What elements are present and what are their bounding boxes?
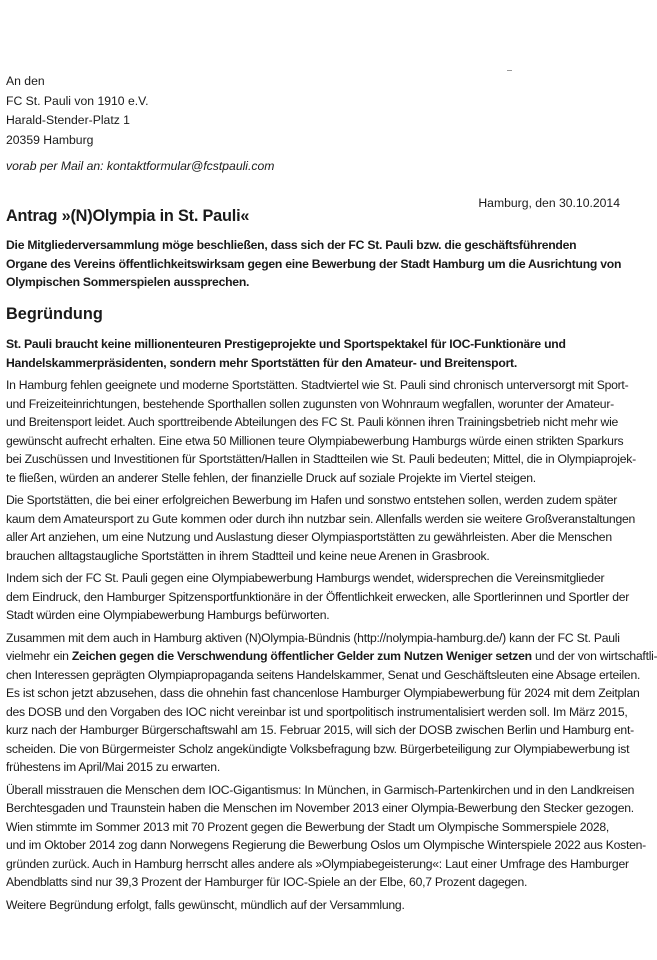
text-line: Wien stimmte im Sommer 2013 mit 70 Prozent gegen die Bewerbung der Stadt um Olympische Sommerspiele 2028, bbox=[6, 819, 610, 834]
text-line: Die Sportstätten, die bei einer erfolgreichen Bewerbung im Hafen und sonstwo entstehen sollen, werden zudem später bbox=[6, 493, 618, 507]
text-line: und Freizeiteinrichtungen, bestehende Sporthallen sollen zugunsten von Wohnraum wegfallen, worunter der Amateur- bbox=[6, 396, 614, 411]
text-line: chen Interessen geprägten Olympiapropaganda seitens Handelskammer, Senat und Geschäftsleuten eine Absage erteilen. bbox=[6, 667, 641, 682]
text-line: Olympischen Sommerspielen aussprechen. bbox=[6, 275, 250, 289]
address-line: Harald-Stender-Platz 1 bbox=[6, 113, 130, 128]
text-line bbox=[6, 647, 657, 666]
text-line: Indem sich der FC St. Pauli gegen eine Olympiabewerbung Hamburgs wendet, widersprechen die Vereinsmitglieder bbox=[6, 571, 605, 585]
text-line: Die Mitgliederversammlung möge beschließen, dass sich der FC St. Pauli bzw. die geschäftsführenden bbox=[6, 238, 577, 252]
text-line: bei Zuschüssen und Investitionen für Sportstätten/Hallen in Stadtteilen wie St. Pauli bedeuten; Mittel, die in Olympiaprojek- bbox=[6, 452, 636, 466]
address-line: FC St. Pauli von 1910 e.V. bbox=[6, 93, 149, 108]
recipient-address bbox=[6, 72, 149, 150]
justification-body bbox=[6, 335, 657, 914]
date-line: Hamburg, den 30.10.2014 bbox=[478, 196, 620, 210]
text-line: Organe des Vereins öffentlichkeitswirksam gegen eine Bewerbung der Stadt Hamburg um die Ausrichtung von bbox=[6, 256, 622, 271]
text-line: gewünscht aufrecht erhalten. Eine etwa 50 Millionen teure Olympiabewerbung Hamburgs würde einen strikten Sparkurs bbox=[6, 433, 624, 448]
text-line: Zusammen mit dem auch in Hamburg aktiven (N)Olympia-Bündnis (http://nolympia-hamburg.de/) kann der FC St. Pauli bbox=[6, 630, 620, 645]
text-line: te fließen, würden an anderer Stelle fehlen, der finanzielle Druck auf soziale Projekte im Viertel steigen. bbox=[6, 470, 536, 485]
text-line: Handelskammerpräsidenten, sondern mehr Sportstätten für den Amateur- und Breitensport. bbox=[6, 355, 518, 370]
text-line: Überall misstrauen die Menschen dem IOC-Gigantismus: In München, in Garmisch-Partenkirchen und in den Landkreisen bbox=[6, 782, 635, 797]
paragraph bbox=[6, 491, 636, 565]
scan-mark bbox=[507, 70, 512, 71]
text-line: und im Oktober 2014 zog dann Norwegens Regierung die Bewerbung Oslos um Olympische Winterspiele 2022 aus Kosten- bbox=[6, 838, 646, 852]
text-line: Weitere Begründung erfolgt, falls gewünscht, mündlich auf der Versammlung. bbox=[6, 897, 405, 912]
motion-title: Antrag »(N)Olympia in St. Pauli« bbox=[6, 207, 250, 225]
text-segment: und der von wirtschaftli- bbox=[531, 649, 657, 663]
text-line: kaum dem Amateursport zu Gute kommen oder durch ihn nutzbar sein. Allenfalls werden sie weitere Großveranstaltungen bbox=[6, 511, 636, 526]
section-heading: Begründung bbox=[6, 305, 103, 323]
text-line: Berchtesgaden und Traunstein haben die Menschen im November 2013 einer Olympia-Bewerbung den Stecker gezogen. bbox=[6, 801, 634, 815]
text-line: und Breitensport leidet. Auch sporttreibende Abteilungen des FC St. Pauli können ihren Trainingsbetrieb nicht mehr wie bbox=[6, 415, 619, 429]
text-line: dem Eindruck, den Hamburger Spitzensportfunktionäre in der Öffentlichkeit erwecken, alle Sportlerinnen und Sportler der bbox=[6, 589, 630, 604]
lead-paragraph bbox=[6, 335, 622, 372]
paragraph bbox=[6, 629, 657, 777]
address-line: 20359 Hamburg bbox=[6, 132, 94, 147]
text-line: In Hamburg fehlen geeignete und moderne Sportstätten. Stadtviertel wie St. Pauli sind chronisch unterversorgt mit Sport- bbox=[6, 378, 629, 392]
text-line: Abendblatts sind nur 39,3 Prozent der Hamburger für IOC-Spiele an der Elbe, 60,7 Prozent dagegen. bbox=[6, 875, 528, 889]
text-line: kurz nach der Hamburger Bürgerschaftswahl am 15. Februar 2015, will sich der DOSB zwischen Berlin und Hamburg ent- bbox=[6, 723, 634, 737]
paragraph bbox=[6, 569, 630, 625]
paragraph bbox=[6, 781, 646, 892]
text-segment: vielmehr ein bbox=[6, 649, 72, 663]
text-line: Es ist schon jetzt abzusehen, dass die ohnehin fast chancenlose Hamburger Olympiabewerbung für 2024 mit dem Zeitplan bbox=[6, 686, 640, 700]
address-line: An den bbox=[6, 74, 45, 88]
email-note: vorab per Mail an: kontaktformular@fcstpauli.com bbox=[6, 159, 275, 173]
closing-paragraph bbox=[6, 896, 622, 915]
text-line: des DOSB und den Vorgaben des IOC nicht vereinbar ist und sportpolitisch instrumentalisiert werden soll. Im März 2015, bbox=[6, 704, 628, 719]
text-line: scheiden. Die von Bürgermeister Scholz angekündigte Volksbefragung bzw. Bürgerbeteiligung zur Olympiabewerbung ist bbox=[6, 741, 630, 756]
text-line: St. Pauli braucht keine millionenteuren Prestigeprojekte und Sportspektakel für IOC-Funktionäre und bbox=[6, 337, 566, 351]
text-line: frühestens im April/Mai 2015 zu erwarten. bbox=[6, 760, 220, 774]
text-line: brauchen alltagstaugliche Sportstätten in ihrem Stadtteil und keine neue Arenen in Grasbrook. bbox=[6, 548, 490, 563]
text-line: gründen zurück. Auch in Hamburg herrscht alles andere als »Olympiabegeisterung«: Laut einer Umfrage des Hamburger bbox=[6, 856, 629, 871]
bold-phrase: Zeichen gegen die Verschwendung öffentlicher Gelder zum Nutzen Weniger setzen bbox=[71, 649, 532, 663]
text-line: aller Art anziehen, um eine Nutzung und Auslastung dieser Olympiasportstätten zu gewährleisten. Aber die Menschen bbox=[6, 530, 612, 544]
paragraph bbox=[6, 376, 636, 487]
text-line: Stadt würden eine Olympiabewerbung Hamburgs befürworten. bbox=[6, 608, 330, 622]
motion-text bbox=[6, 236, 622, 292]
